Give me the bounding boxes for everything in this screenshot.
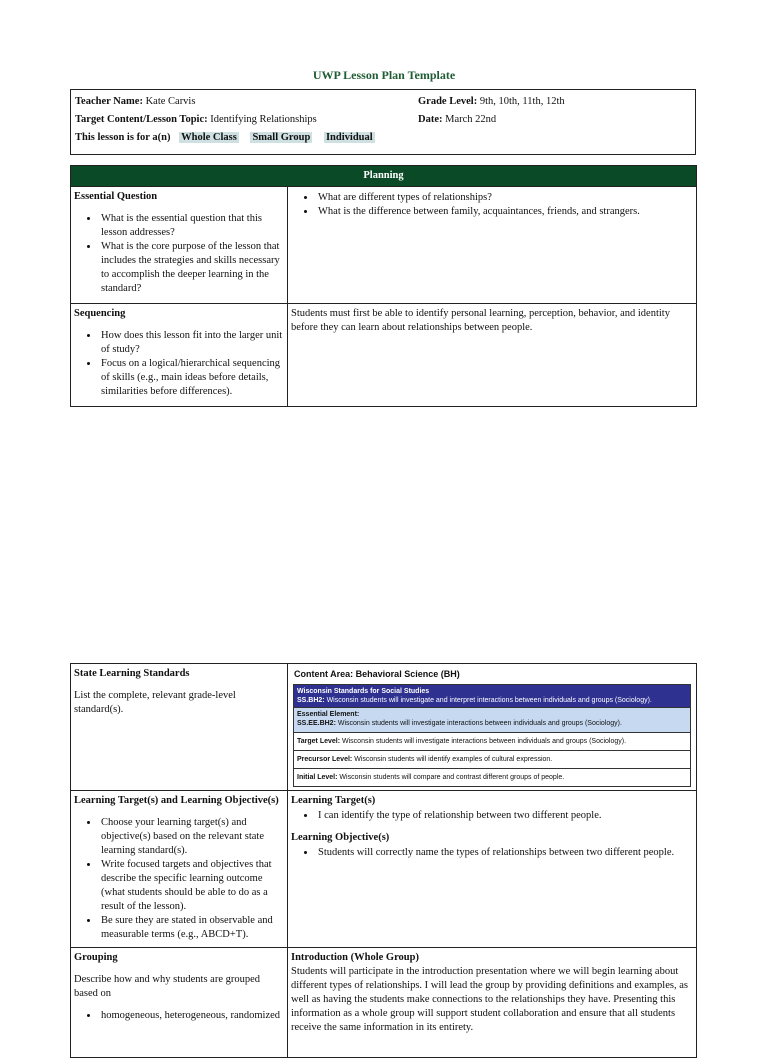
date-label: Date:: [418, 114, 443, 125]
essential-question-cell: [71, 187, 288, 304]
list-item: • Focus on a logical/hierarchical sequencing of skills (e.g., main ideas before details, similarities before differences).: [99, 357, 284, 399]
standard-row-label: SS.BH2:: [297, 697, 325, 704]
teacher-name: Kate Carvis: [145, 96, 196, 107]
targets-title: Learning Target(s) and Learning Objective(s): [74, 795, 279, 806]
grouping-cell: [71, 948, 288, 1058]
standards-image: [288, 664, 697, 791]
list-item: • Choose your learning target(s) and objective(s) based on the relevant state learning standard(s).: [99, 816, 284, 858]
objective-heading: Learning Objective(s): [291, 832, 390, 843]
lesson-header: [70, 89, 696, 155]
document-title: UWP Lesson Plan Template: [312, 68, 456, 82]
lesson-for-label: This lesson is for a(n): [75, 132, 171, 143]
list-item: • I can identify the type of relationship between two different people.: [316, 809, 693, 823]
teacher-label: Teacher Name:: [75, 96, 143, 107]
topic-row: [75, 113, 317, 127]
essential-question-title: Essential Question: [74, 191, 158, 202]
standards-cell: [71, 664, 288, 791]
option-individual: Individual: [325, 132, 373, 143]
intro-heading: Introduction (Whole Group): [291, 952, 419, 963]
grade-label: Grade Level:: [418, 96, 478, 107]
standards-list: [293, 684, 691, 787]
target-heading: Learning Target(s): [291, 795, 376, 806]
standard-row: [293, 733, 691, 751]
list-item: • How does this lesson fit into the larger unit of study?: [99, 329, 284, 357]
lesson-for-row: [75, 131, 375, 145]
list-item: • What are different types of relationships?: [316, 191, 693, 205]
sequencing-answer-cell: [288, 304, 697, 407]
standard-row: [293, 751, 691, 769]
standard-row-text: Wisconsin students will identify examples of cultural expression.: [354, 756, 553, 763]
grouping-description: Describe how and why students are grouped based on: [74, 974, 261, 999]
standard-row-text: Wisconsin students will compare and contrast different groups of people.: [339, 774, 565, 781]
topic-value: Identifying Relationships: [210, 114, 317, 125]
standards-title: State Learning Standards: [74, 668, 190, 679]
standard-row: [293, 684, 691, 708]
standard-row: [293, 708, 691, 733]
list-item: • Write focused targets and objectives that describe the specific learning outcome (what students should be able to do as a result of the lesson).: [99, 858, 284, 914]
grade-value: 9th, 10th, 11th, 12th: [479, 96, 565, 107]
sequencing-title: Sequencing: [74, 308, 126, 319]
standard-row-text: Wisconsin students will investigate interactions between individuals and groups (Sociology).: [342, 738, 627, 745]
grouping-answer-cell: [288, 948, 697, 1058]
option-small-group: Small Group: [252, 132, 311, 143]
planning-heading: Planning: [71, 166, 697, 187]
standard-row-label: SS.EE.BH2:: [297, 720, 336, 727]
standard-row-head: Wisconsin Standards for Social Studies: [297, 688, 430, 695]
date-row: [418, 113, 496, 127]
essential-question-answer-cell: [288, 187, 697, 304]
targets-answer-cell: [288, 791, 697, 948]
date-value: March 22nd: [445, 114, 497, 125]
planning-table: [70, 165, 697, 407]
intro-text: Students will participate in the introduction presentation where we will begin learning about different types of relationships. I will lead the group by providing definitions and examples, as well as having the students make connections to the relationships they have. Presenting this information as a whole group will support student collaboration and ensure that all students receive the same information in its entirety.: [291, 966, 688, 1033]
standard-row-label: Precursor Level:: [297, 756, 353, 763]
list-item: • What is the difference between family, acquaintances, friends, and strangers.: [316, 205, 693, 219]
sequencing-cell: [71, 304, 288, 407]
grade-row: [418, 95, 565, 109]
standard-row-label: Initial Level:: [297, 774, 338, 781]
option-whole-class: Whole Class: [181, 132, 237, 143]
standards-description: List the complete, relevant grade-level standard(s).: [74, 690, 236, 715]
teacher-row: [75, 95, 195, 109]
list-item: • Be sure they are stated in observable and measurable terms (e.g., ABCD+T).: [99, 914, 284, 942]
standard-row-text: Wisconsin students will investigate interactions between individuals and groups (Sociology).: [337, 720, 622, 727]
topic-label: Target Content/Lesson Topic:: [75, 114, 208, 125]
grouping-title: Grouping: [74, 952, 118, 963]
sequencing-answer: Students must first be able to identify personal learning, perception, behavior, and identity before they can learn about relationships between people.: [291, 308, 670, 333]
standard-row: [293, 769, 691, 787]
list-item: • homogeneous, heterogeneous, randomized: [99, 1009, 284, 1023]
list-item: • What is the core purpose of the lesson that includes the strategies and skills necessary to accomplish the deeper learning in the standard?: [99, 240, 284, 296]
standard-row-head: Essential Element:: [297, 711, 360, 718]
standard-row-label: Target Level:: [297, 738, 341, 745]
content-area: Content Area: Behavioral Science (BH): [294, 669, 460, 679]
standards-table: [70, 663, 697, 1058]
list-item: • Students will correctly name the types of relationships between two different people.: [316, 846, 693, 860]
standard-row-text: Wisconsin students will investigate and interpret interactions between individuals and groups (Sociology).: [326, 697, 652, 704]
targets-cell: [71, 791, 288, 948]
list-item: • What is the essential question that this lesson addresses?: [99, 212, 284, 240]
